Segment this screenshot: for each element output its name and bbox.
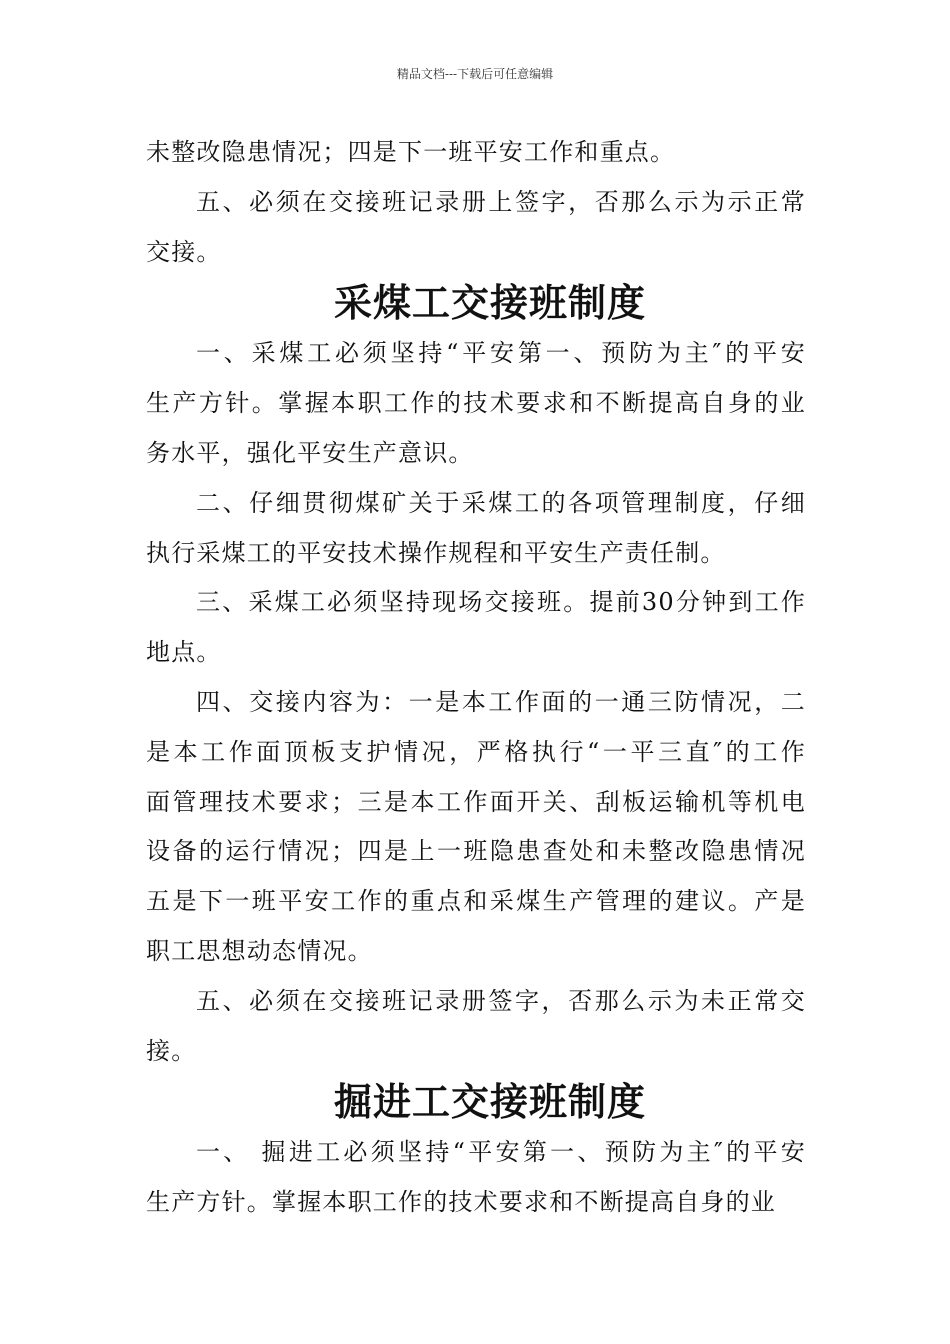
text-line: 一、 掘进工必须坚持“平安第一、预防为主″的平安 <box>196 1138 806 1167</box>
section-title: 掘进工交接班制度 <box>333 1079 646 1125</box>
text-line: 生产方针。掌握本职工作的技术要求和不断提高自身的业 <box>146 389 806 418</box>
text-line: 五、必须在交接班记录册上签字，否那么示为示正常 <box>196 187 806 216</box>
text-line: 五、必须在交接班记录册签字，否那么示为未正常交 <box>196 986 806 1015</box>
text-line: 务水平，强化平安生产意识。 <box>146 438 474 467</box>
text-line: 面管理技术要求；三是本工作面开关、刮板运输机等机电 <box>146 787 806 816</box>
text-line: 职工思想动态情况。 <box>146 936 373 965</box>
paragraph <box>146 678 806 977</box>
text-line: 设备的运行情况；四是上一班隐患查处和未整改隐患情况 <box>146 837 806 866</box>
text-line: 三、采煤工必须坚持现场交接班。提前30分钟到工作 <box>196 588 806 617</box>
text-line: 五是下一班平安工作的重点和采煤生产管理的建议。产是 <box>146 887 806 916</box>
text-line: 接。 <box>146 1036 197 1065</box>
text-line: 一、采煤工必须坚持“平安第一、预防为主″的平安 <box>196 339 806 368</box>
paragraph <box>146 479 806 579</box>
section-title: 采煤工交接班制度 <box>333 280 646 326</box>
paragraph <box>146 178 806 278</box>
page-header: 精品文档---下载后可任意编辑 <box>396 67 554 81</box>
text-line: 四、交接内容为：一是本工作面的一通三防情况，二 <box>196 687 806 716</box>
text-line: 交接。 <box>146 237 222 266</box>
document-body <box>146 128 806 1228</box>
paragraph <box>146 578 806 678</box>
paragraph <box>146 1128 806 1228</box>
text-line: 地点。 <box>146 638 222 667</box>
text-line: 未整改隐患情况；四是下一班平安工作和重点。 <box>146 138 676 166</box>
paragraph <box>146 977 806 1077</box>
text-line: 执行采煤工的平安技术操作规程和平安生产责任制。 <box>146 538 726 567</box>
text-line: 是本工作面顶板支护情况，严格执行“一平三直″的工作 <box>146 737 806 766</box>
text-line: 生产方针。掌握本职工作的技术要求和不断提高自身的业 <box>146 1188 776 1217</box>
paragraph <box>146 128 806 178</box>
paragraph <box>146 329 806 478</box>
text-line: 二、仔细贯彻煤矿关于采煤工的各项管理制度，仔细 <box>196 488 806 517</box>
